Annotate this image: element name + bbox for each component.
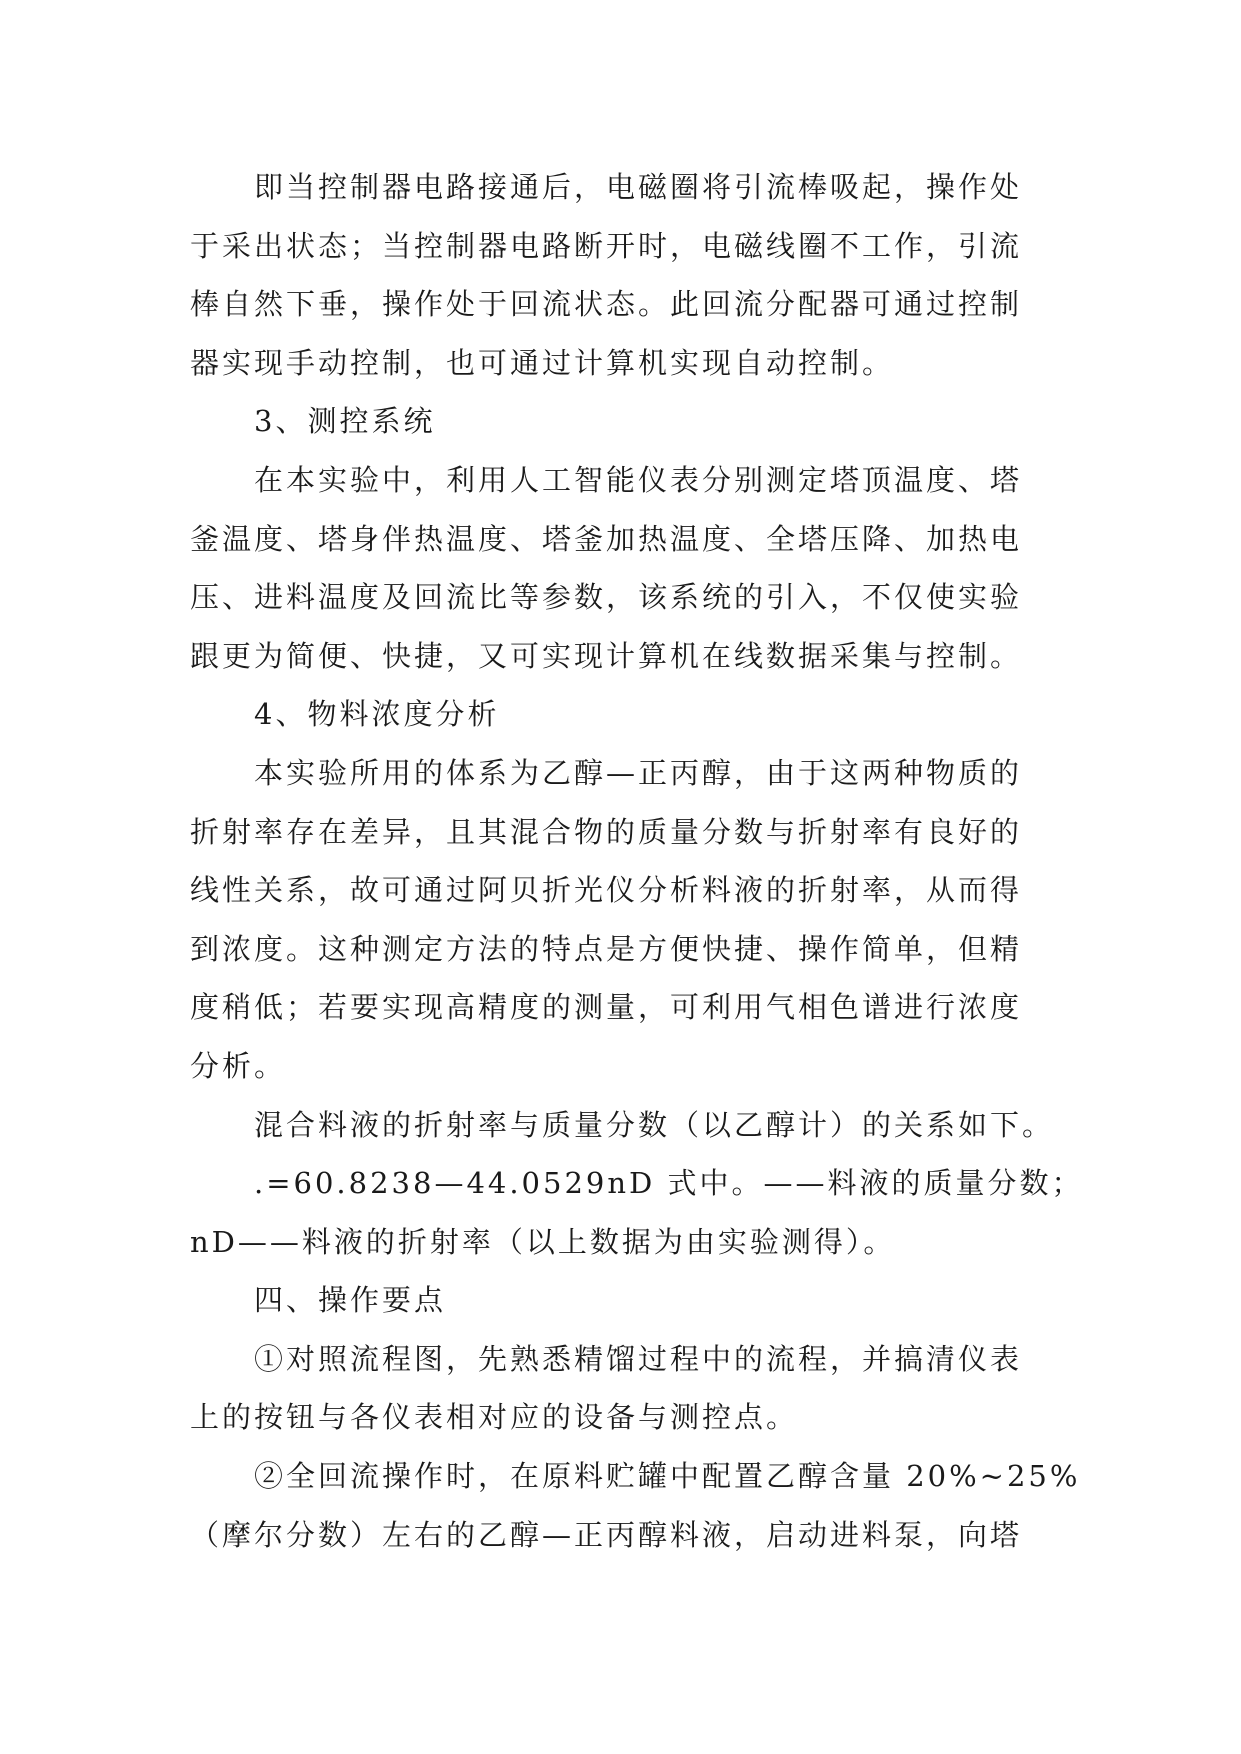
text-line: 度稍低；若要实现高精度的测量，可利用气相色谱进行浓度 (190, 990, 1023, 1025)
text-line: 到浓度。这种测定方法的特点是方便快捷、操作简单，但精 (190, 931, 1023, 966)
text-line: ②全回流操作时，在原料贮罐中配置乙醇含量 20%~25% (254, 1459, 1081, 1494)
text-line: 即当控制器电路接通后，电磁圈将引流棒吸起，操作处 (254, 170, 1023, 204)
text-line: 3、测控系统 (254, 404, 436, 439)
text-line: 棒自然下垂，操作处于回流状态。此回流分配器可通过控制 (190, 287, 1023, 322)
text-line: 分析。 (190, 1048, 287, 1083)
text-line: 跟更为简便、快捷，又可实现计算机在线数据采集与控制。 (190, 638, 1023, 673)
text-line: 于采出状态；当控制器电路断开时，电磁线圈不工作，引流 (190, 228, 1023, 263)
document-body (190, 158, 1084, 1564)
text-line: nD——料液的折射率（以上数据为由实验测得）。 (190, 1224, 896, 1259)
text-line: （摩尔分数）左右的乙醇—正丙醇料液，启动进料泵，向塔 (190, 1517, 1023, 1552)
text-line: 折射率存在差异，且其混合物的质量分数与折射率有良好的 (190, 814, 1023, 849)
text-line: ①对照流程图，先熟悉精馏过程中的流程，并搞清仪表 (254, 1341, 1023, 1376)
text-line: 四、操作要点 (254, 1283, 447, 1318)
text-line: 本实验所用的体系为乙醇—正丙醇，由于这两种物质的 (254, 755, 1023, 790)
text-line: 器实现手动控制，也可通过计算机实现自动控制。 (190, 345, 895, 380)
text-line: 4、物料浓度分析 (254, 697, 500, 732)
text-line: 压、进料温度及回流比等参数，该系统的引入，不仅使实验 (190, 580, 1023, 615)
text-line: 在本实验中，利用人工智能仪表分别测定塔顶温度、塔 (254, 462, 1023, 497)
text-line: 混合料液的折射率与质量分数（以乙醇计）的关系如下。 (254, 1107, 1055, 1142)
text-line: 釜温度、塔身伴热温度、塔釜加热温度、全塔压降、加热电 (190, 521, 1023, 556)
text-line: 上的按钮与各仪表相对应的设备与测控点。 (190, 1400, 799, 1435)
text-line: 线性关系，故可通过阿贝折光仪分析料液的折射率，从而得 (190, 873, 1023, 908)
text-line: .=60.8238—44.0529nD 式中。——料液的质量分数； (254, 1166, 1084, 1201)
